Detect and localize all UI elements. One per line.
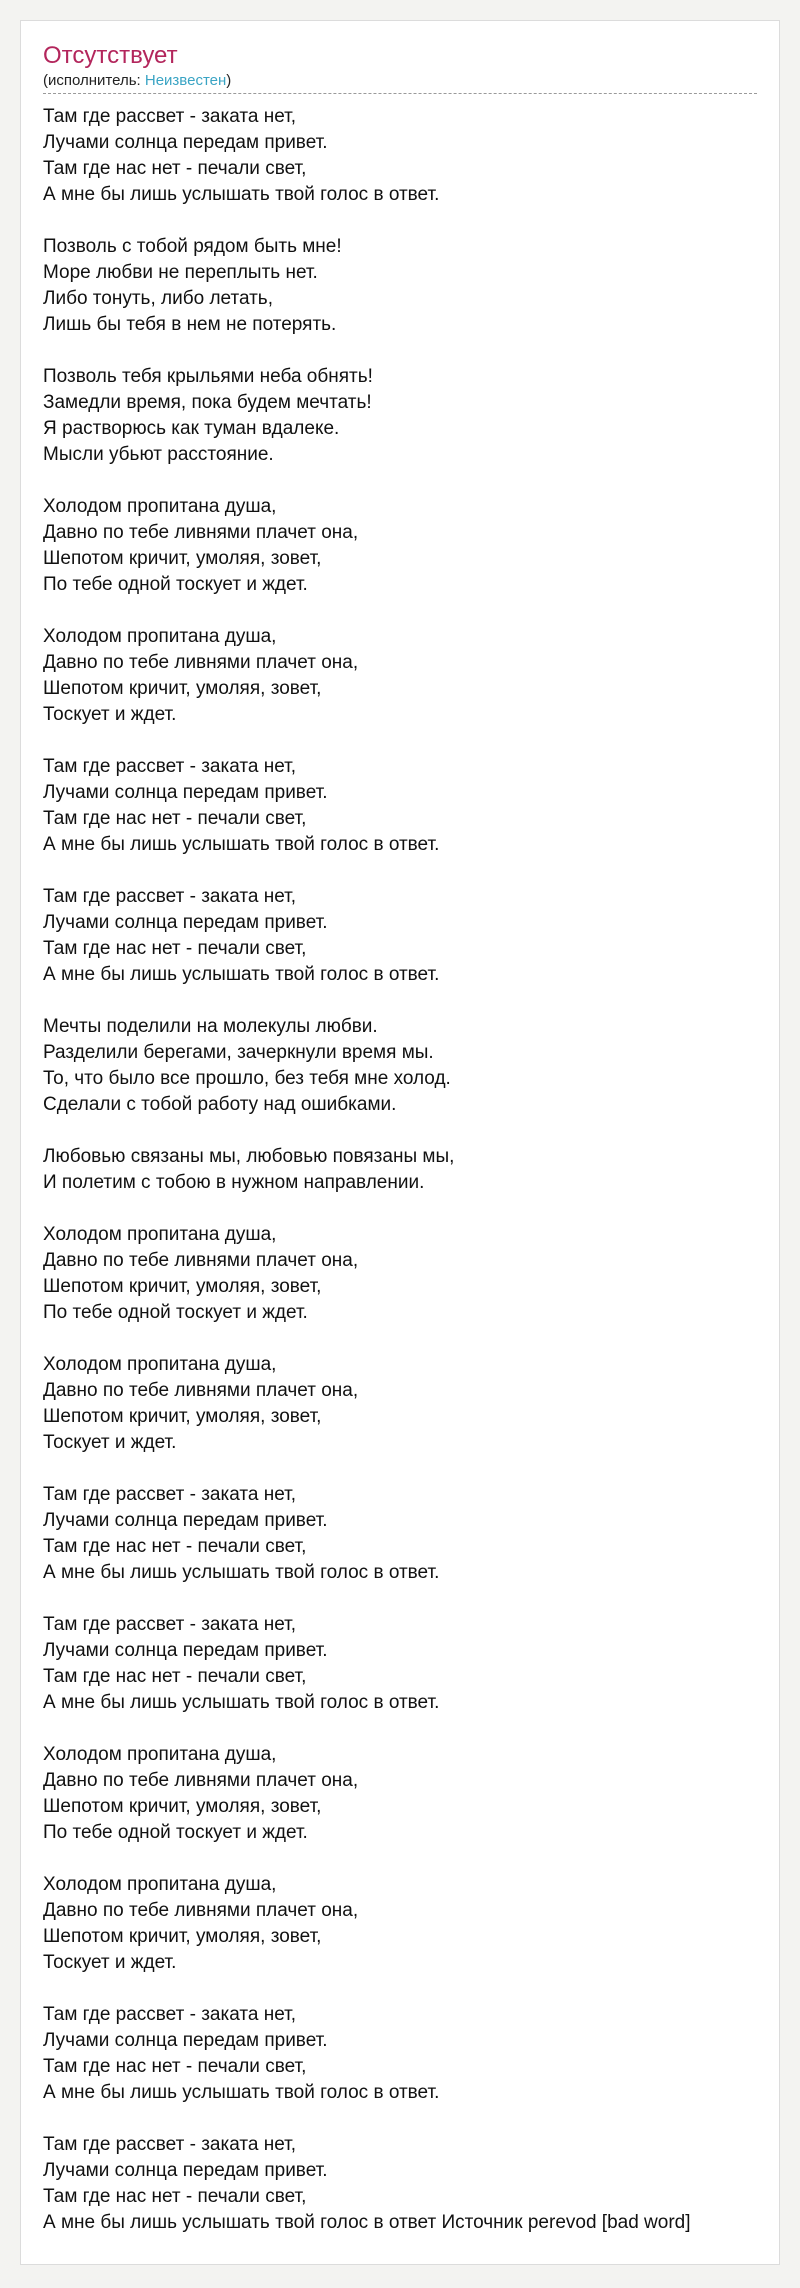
lyrics-line: Холодом пропитана душа, [43, 1224, 277, 1245]
lyrics-stanza [43, 1742, 757, 1846]
lyrics-line: Лучами солнца передам привет. [43, 2160, 328, 2181]
lyrics-line: Холодом пропитана душа, [43, 626, 277, 647]
lyrics-stanza [43, 624, 757, 728]
lyrics-line: Тоскует и ждет. [43, 704, 177, 725]
lyrics-line: Давно по тебе ливнями плачет она, [43, 1380, 359, 1401]
lyrics-line: Лучами солнца передам привет. [43, 132, 328, 153]
lyrics-line: А мне бы лишь услышать твой голос в ответ. [43, 834, 440, 855]
lyrics-line: Лучами солнца передам привет. [43, 1640, 328, 1661]
lyrics-line: Холодом пропитана душа, [43, 496, 277, 517]
lyrics-line: Шепотом кричит, умоляя, зовет, [43, 678, 322, 699]
lyrics-line: Позволь с тобой рядом быть мне! [43, 236, 342, 257]
lyrics-line: По тебе одной тоскует и ждет. [43, 574, 308, 595]
lyrics-line: Шепотом кричит, умоляя, зовет, [43, 1926, 322, 1947]
lyrics-stanza [43, 2132, 757, 2236]
lyrics-line: Я растворюсь как туман вдалеке. [43, 418, 340, 439]
lyrics-line: Давно по тебе ливнями плачет она, [43, 1250, 359, 1271]
artist-prefix: (исполнитель: [43, 72, 145, 89]
lyrics-line: Мысли убьют расстояние. [43, 444, 274, 465]
lyrics-line: Позволь тебя крыльями неба обнять! [43, 366, 373, 387]
lyrics-line: Шепотом кричит, умоляя, зовет, [43, 1796, 322, 1817]
lyrics-stanza [43, 884, 757, 988]
lyrics-stanza [43, 1144, 757, 1196]
lyrics-line: Давно по тебе ливнями плачет она, [43, 1770, 359, 1791]
lyrics-line: По тебе одной тоскует и ждет. [43, 1822, 308, 1843]
lyrics-line: Разделили берегами, зачеркнули время мы. [43, 1042, 434, 1063]
lyrics-line: А мне бы лишь услышать твой голос в ответ. [43, 1692, 440, 1713]
lyrics-card [20, 20, 780, 2265]
lyrics-line: Замедли время, пока будем мечтать! [43, 392, 372, 413]
lyrics-stanza [43, 1222, 757, 1326]
lyrics-line: Лучами солнца передам привет. [43, 782, 328, 803]
artist-link[interactable]: Неизвестен [144, 72, 227, 89]
lyrics-line: Сделали с тобой работу над ошибками. [43, 1094, 397, 1115]
lyrics-line: Тоскует и ждет. [43, 1432, 177, 1453]
lyrics-line: Холодом пропитана душа, [43, 1354, 277, 1375]
lyrics-stanza [43, 494, 757, 598]
lyrics-stanza [43, 1612, 757, 1716]
lyrics-line: Холодом пропитана душа, [43, 1744, 277, 1765]
lyrics-stanza [43, 1482, 757, 1586]
lyrics-stanza [43, 1014, 757, 1118]
song-header [43, 41, 757, 94]
lyrics-line: По тебе одной тоскует и ждет. [43, 1302, 308, 1323]
lyrics-line: А мне бы лишь услышать твой голос в ответ. [43, 2082, 440, 2103]
lyrics-line: Давно по тебе ливнями плачет она, [43, 652, 359, 673]
lyrics-stanza [43, 1352, 757, 1456]
lyrics-line: А мне бы лишь услышать твой голос в ответ. [43, 184, 440, 205]
lyrics-line: Там где рассвет - заката нет, [43, 886, 297, 907]
lyrics-body [43, 104, 757, 2262]
lyrics-line: Там где нас нет - печали свет, [43, 1536, 307, 1557]
lyrics-line: Давно по тебе ливнями плачет она, [43, 1900, 359, 1921]
lyrics-line: Лишь бы тебя в нем не потерять. [43, 314, 337, 335]
lyrics-line: Там где рассвет - заката нет, [43, 106, 297, 127]
artist-line [43, 71, 757, 94]
lyrics-line: То, что было все прошло, без тебя мне холод. [43, 1068, 451, 1089]
lyrics-line: Там где нас нет - печали свет, [43, 2056, 307, 2077]
lyrics-stanza [43, 1872, 757, 1976]
lyrics-line: Шепотом кричит, умоляя, зовет, [43, 1276, 322, 1297]
lyrics-line: А мне бы лишь услышать твой голос в ответ. [43, 1562, 440, 1583]
lyrics-line: Шепотом кричит, умоляя, зовет, [43, 1406, 322, 1427]
lyrics-line: Там где рассвет - заката нет, [43, 2004, 297, 2025]
lyrics-line: Лучами солнца передам привет. [43, 1510, 328, 1531]
lyrics-line: А мне бы лишь услышать твой голос в ответ. [43, 964, 440, 985]
lyrics-stanza [43, 104, 757, 208]
lyrics-line: Давно по тебе ливнями плачет она, [43, 522, 359, 543]
lyrics-line: Там где нас нет - печали свет, [43, 808, 307, 829]
song-title: Отсутствует [43, 42, 178, 69]
lyrics-line: Лучами солнца передам привет. [43, 2030, 328, 2051]
artist-suffix: ) [226, 72, 232, 89]
lyrics-stanza [43, 2002, 757, 2106]
lyrics-line: Там где рассвет - заката нет, [43, 1484, 297, 1505]
lyrics-line: И полетим с тобою в нужном направлении. [43, 1172, 425, 1193]
lyrics-line: Шепотом кричит, умоляя, зовет, [43, 548, 322, 569]
lyrics-line: Там где рассвет - заката нет, [43, 1614, 297, 1635]
lyrics-line: Там где рассвет - заката нет, [43, 2134, 297, 2155]
lyrics-line: Там где нас нет - печали свет, [43, 1666, 307, 1687]
lyrics-line: Там где рассвет - заката нет, [43, 756, 297, 777]
lyrics-stanza [43, 234, 757, 338]
lyrics-line: Холодом пропитана душа, [43, 1874, 277, 1895]
lyrics-line: Любовью связаны мы, любовью повязаны мы, [43, 1146, 455, 1167]
lyrics-stanza [43, 364, 757, 468]
lyrics-line: Там где нас нет - печали свет, [43, 2186, 307, 2207]
lyrics-line: Там где нас нет - печали свет, [43, 158, 307, 179]
lyrics-line: А мне бы лишь услышать твой голос в ответ Источник perevod [bad word] [43, 2212, 691, 2233]
lyrics-stanza [43, 754, 757, 858]
lyrics-line: Мечты поделили на молекулы любви. [43, 1016, 378, 1037]
lyrics-line: Либо тонуть, либо летать, [43, 288, 273, 309]
lyrics-line: Тоскует и ждет. [43, 1952, 177, 1973]
lyrics-line: Лучами солнца передам привет. [43, 912, 328, 933]
lyrics-line: Море любви не переплыть нет. [43, 262, 318, 283]
lyrics-line: Там где нас нет - печали свет, [43, 938, 307, 959]
